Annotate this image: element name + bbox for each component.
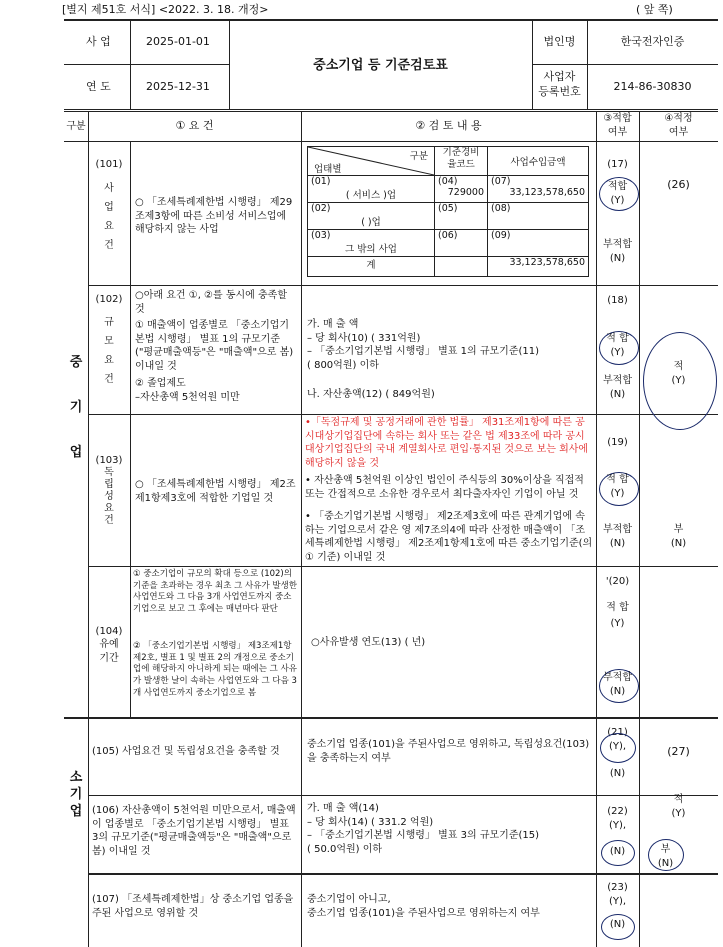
- end-date: 2025-12-31: [146, 80, 210, 93]
- r105-requirement: (105) 사업요건 및 독립성요건을 충족할 것: [92, 746, 280, 757]
- row-rev-no: (08): [491, 203, 511, 214]
- r107-review: 중소기업이 아니고, 중소기업 업종(101)을 주된사업으로 영위하는지 여부: [307, 894, 540, 919]
- hdr-industry: 업태별: [314, 164, 342, 175]
- r103-name: 독 립 성 요 건: [104, 467, 114, 526]
- r103-review-1: • 자산총액 5천억원 이상인 법인이 주식등의 30%이상을 직접적 또는 간접적으로 소유한 경우로서 최다출자자인 기업이 아닐 것: [305, 475, 584, 500]
- r101-code: (101): [95, 159, 123, 170]
- r102-fit-no: 부적합 (N): [603, 375, 632, 400]
- section-sme: 중 기 업: [69, 355, 83, 460]
- row-no: (03): [311, 230, 331, 241]
- r103-code: (103): [95, 455, 123, 466]
- biz-type-table: [307, 146, 589, 277]
- r103-review-red: •「독점규제 및 공정거래에 관한 법률」 제31조제1항에 따른 공시대상기업집단에 속하는 회사 또는 같은 법 제33조에 따라 공시대상기업집단의 국내 계열회사로 편입·통지된 것으로 보는 회사에 해당하지 않을 것: [305, 417, 589, 469]
- r107-fit-yes: (Y),: [608, 896, 627, 907]
- table-total-row: [308, 257, 589, 277]
- r105-final-code: (27): [667, 745, 690, 758]
- table-row: [308, 230, 589, 257]
- r102-req-2: ② 졸업제도 –자산총액 5천억원 미만: [135, 378, 240, 403]
- r103-requirement: ○ 「조세특례제한법 시행령」 제2조제1항제3호에 적합한 기업일 것: [135, 479, 296, 504]
- col-review: ② 검 토 내 용: [415, 119, 482, 132]
- page-side: ( 앞 쪽): [636, 3, 673, 16]
- row-industry: ( )업: [361, 217, 381, 228]
- row-code: 729000: [447, 187, 484, 198]
- r102-final-yes: 적 (Y): [671, 361, 686, 386]
- r105-fit-code: (21): [607, 727, 628, 738]
- r106-fit-yes: (Y),: [608, 820, 627, 831]
- r104-name: 유예 기간: [99, 639, 119, 664]
- r101-fit-yes: 적합 (Y): [607, 181, 628, 206]
- r102-review-a: 가. 매 출 액 – 당 회사(10) ( 331억원) – 「중소기업기본법 시행령」 별표 1의 규모기준(11) ( 800억원) 이하: [307, 319, 540, 371]
- corp-name-label: 법인명: [543, 35, 576, 48]
- hdr-division: 구분: [409, 151, 428, 162]
- r102-name: 규 모 요 건: [104, 317, 114, 385]
- r101-name: 사 업 요 건: [104, 183, 114, 251]
- hdr-revenue: 사업수입금액: [488, 147, 589, 176]
- r105-fit-no: (N): [609, 768, 626, 779]
- r102-req-intro: ○아래 요건 ①, ②를 동시에 충족할 것: [135, 290, 287, 315]
- r103-fit-no: 부적합 (N): [603, 524, 632, 549]
- r101-fit-code: (17): [607, 159, 628, 170]
- doc-title: 중소기업 등 기준검토표: [313, 58, 448, 73]
- r105-review: 중소기업 업종(101)을 주된사업으로 영위하고, 독립성요건(103)을 충족하는지 여부: [307, 739, 590, 764]
- total-label: 계: [308, 257, 435, 277]
- r104-fit-code: '(20): [605, 576, 630, 587]
- biz-no-label: 사업자 등록번호: [538, 70, 581, 98]
- start-date: 2025-01-01: [146, 35, 210, 48]
- row-code-no: (06): [438, 230, 458, 241]
- table-row: [308, 203, 589, 230]
- r107-fit-no: (N): [609, 919, 626, 930]
- r103-fit-yes: 적 합 (Y): [606, 474, 629, 499]
- r106-fit-code: (22): [607, 806, 628, 817]
- r102-fit-yes: 적 합 (Y): [606, 333, 629, 358]
- biz-no: 214-86-30830: [613, 80, 692, 93]
- year-label-2: 연 도: [86, 80, 111, 93]
- r102-review-b: 나. 자산총액(12) ( 849억원): [307, 389, 435, 400]
- r104-code: (104): [95, 626, 123, 637]
- row-code-no: (04): [438, 176, 458, 187]
- r107-fit-code: (23): [607, 882, 628, 893]
- r104-review: ○사유발생 연도(13) ( 년): [311, 637, 426, 648]
- row-rev-no: (07): [491, 176, 511, 187]
- r105-fit-yes: (Y),: [608, 741, 627, 752]
- r101-fit-no: 부적합 (N): [603, 239, 632, 264]
- r106-final-no: 부 (N): [657, 844, 674, 869]
- form-title: [별지 제51호 서식] <2022. 3. 18. 개정>: [62, 3, 269, 16]
- r102-req-1: ① 매출액이 업종별로 「중소기업기본법 시행령」 별표 1의 규모기준("평균매출액등"은 "매출액"으로 봄) 이내일 것: [135, 320, 294, 372]
- r103-review-2: • 「중소기업기본법 시행령」 제2조제3호에 따른 관계기업에 속하는 기업으로서 같은 영 제7조의4에 따라 산정한 매출액이 「조세특례제한법 시행령」 제2조제1항제1호에 따른 중소기업기준(의① 기준) 이내일 것: [305, 511, 593, 563]
- r104-req-1: ① 중소기업이 규모의 확대 등으로 (102)의 기준을 초과하는 경우 최초 그 사유가 발생한 사업연도와 그 다음 3개 사업연도까지 중소기업으로 보고 그 후에는 매년마다 판단: [133, 569, 298, 615]
- r106-fit-no: (N): [609, 846, 626, 857]
- col-requirement: ① 요 건: [175, 119, 214, 132]
- r102-code: (102): [95, 294, 123, 305]
- r106-final-yes: 적 (Y): [671, 794, 686, 819]
- year-label-1: 사 업: [86, 35, 111, 48]
- row-no: (02): [311, 203, 331, 214]
- row-industry: 그 밖의 사업: [345, 244, 397, 255]
- r101-requirement: ○ 「조세특례제한법 시행령」 제29조제3항에 따른 소비성 서비스업에 해당하지 않는 사업: [135, 197, 293, 235]
- corp-name: 한국전자인증: [620, 35, 685, 48]
- r104-fit-no: 부적합 (N): [603, 672, 632, 697]
- table-row: [308, 176, 589, 203]
- row-revenue: 33,123,578,650: [509, 187, 585, 198]
- r103-final-no: 부 (N): [670, 524, 687, 549]
- r106-review: 가. 매 출 액(14) – 당 회사(14) ( 331.2 억원) – 「중소기업기본법 시행령」 별표 3의 규모기준(15) ( 50.0억원) 이하: [307, 803, 540, 855]
- hdr-code: 기준경비 율코드: [435, 147, 488, 176]
- r106-requirement: (106) 자산총액이 5천억원 미만으로서, 매출액이 업종별로 「중소기업기본법 시행령」 별표 3의 규모기준("평균매출액등"은 "매출액"으로 봄) 이내일 것: [92, 805, 296, 857]
- col-final: ④적정 여부: [664, 113, 693, 138]
- section-small: 소 기 업: [69, 770, 83, 819]
- row-code-no: (05): [438, 203, 458, 214]
- r107-requirement: (107) 「조세특례제한법」상 중소기업 업종을 주된 사업으로 영위할 것: [92, 894, 294, 919]
- r104-req-2: ② 「중소기업기본법 시행령」 제3조제1항제2호, 별표 1 및 별표 2의 개정으로 중소기업에 해당하지 아니하게 되는 때에는 그 사유가 발생한 날이 속하는 사업연도와 그 다음 3개 사업연도까지 중소기업으로 봄: [133, 641, 298, 698]
- row-industry: ( 서비스 )업: [345, 190, 397, 201]
- r104-fit-yes: 적 합 (Y): [606, 602, 629, 629]
- r101-final-code: (26): [667, 178, 690, 191]
- row-no: (01): [311, 176, 331, 187]
- total-revenue: 33,123,578,650: [488, 257, 589, 277]
- col-fit: ③적합 여부: [603, 113, 632, 138]
- col-category: 구분: [66, 121, 86, 132]
- row-rev-no: (09): [491, 230, 511, 241]
- r102-fit-code: (18): [607, 295, 628, 306]
- r103-fit-code: (19): [607, 437, 628, 448]
